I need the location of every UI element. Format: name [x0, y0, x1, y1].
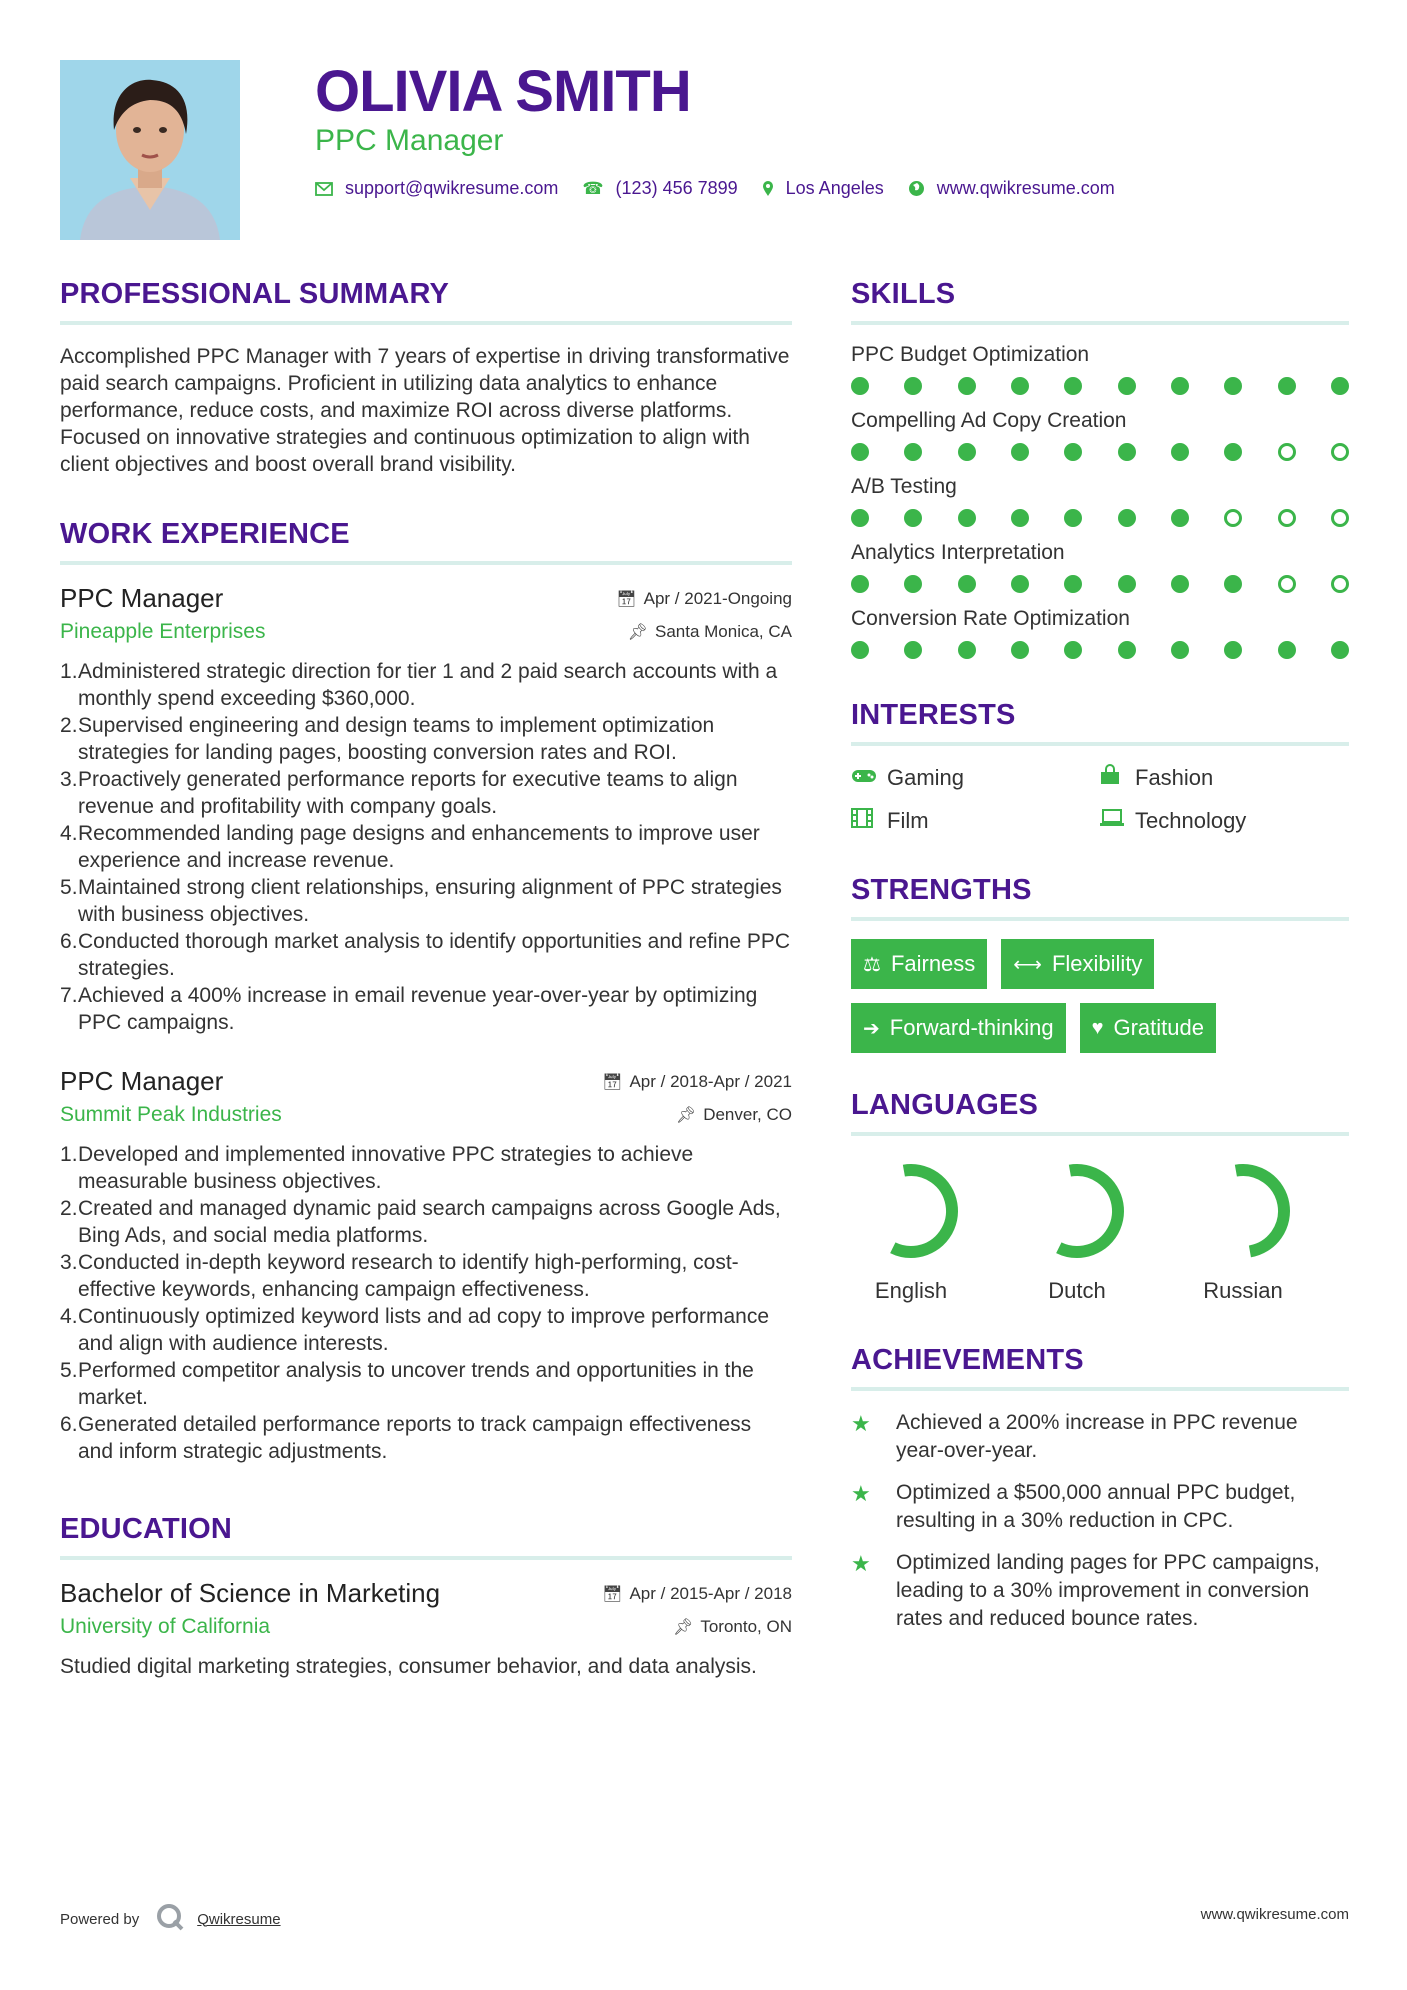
experience-heading: WORK EXPERIENCE: [60, 518, 792, 565]
skill-item: [851, 541, 1349, 593]
footer-powered-by: [60, 1902, 281, 1936]
calendar-icon: 📅︎: [602, 1585, 623, 1603]
interest-item: [1099, 764, 1347, 792]
skill-dot-filled: [904, 509, 922, 527]
skill-dot-filled: [1011, 641, 1029, 659]
right-column: [851, 278, 1349, 1647]
skill-dot-filled: [1011, 443, 1029, 461]
skill-dot-filled: [1171, 575, 1189, 593]
education-description: Studied digital marketing strategies, consumer behavior, and data analysis.: [60, 1655, 757, 1678]
job-title: PPC Manager: [60, 1066, 224, 1096]
skill-dot-filled: [1118, 443, 1136, 461]
shopping-bag-icon: [1099, 764, 1135, 792]
interests-list: [851, 764, 1349, 834]
skill-dot-filled: [1064, 509, 1082, 527]
skill-dot-filled: [1011, 575, 1029, 593]
skill-dot-filled: [958, 509, 976, 527]
skill-rating: [851, 509, 1349, 527]
skill-dot-empty: [1331, 575, 1349, 593]
list-item: Created and managed dynamic paid search campaigns across Google Ads, Bing Ads, and social media platforms.: [78, 1197, 781, 1247]
footer-website[interactable]: www.qwikresume.com: [1200, 1906, 1349, 1923]
list-item: Administered strategic direction for tier 1 and 2 paid search accounts with a monthly spend exceeding $360,000.: [78, 660, 778, 710]
skills-list: [851, 343, 1349, 659]
job-duties: [60, 1141, 792, 1465]
skill-dot-filled: [1224, 377, 1242, 395]
contact-phone[interactable]: (123) 456 7899: [615, 178, 738, 198]
list-item: Generated detailed performance reports to track campaign effectiveness and inform strategic adjustments.: [78, 1413, 752, 1463]
contact-website[interactable]: www.qwikresume.com: [936, 178, 1115, 198]
job-dates: Apr / 2018-Apr / 2021: [629, 1071, 792, 1091]
skill-dot-filled: [1224, 641, 1242, 659]
skill-item: [851, 343, 1349, 395]
star-badge-icon: ★: [851, 1481, 871, 1506]
achievement-text: Optimized landing pages for PPC campaigns, leading to a 30% improvement in conversion rates and reduced bounce rates.: [896, 1551, 1320, 1630]
skill-dot-filled: [1331, 641, 1349, 659]
skill-dot-filled: [1118, 641, 1136, 659]
pushpin-icon: 📌︎: [627, 624, 648, 641]
strength-label: Gratitude: [1113, 1015, 1204, 1040]
strength-chip: [1080, 1003, 1216, 1053]
skill-item: [851, 607, 1349, 659]
education-location: Toronto, ON: [700, 1617, 792, 1636]
job-location: Santa Monica, CA: [654, 622, 792, 641]
skill-dot-filled: [1118, 509, 1136, 527]
list-item: Performed competitor analysis to uncover trends and opportunities in the market.: [78, 1359, 754, 1409]
star-badge-icon: ★: [851, 1411, 871, 1436]
interest-item: [1099, 808, 1347, 834]
contact-location: Los Angeles: [785, 178, 884, 198]
skill-dot-filled: [958, 575, 976, 593]
calendar-icon: 📅︎: [616, 590, 637, 608]
candidate-name: OLIVIA SMITH: [315, 59, 691, 124]
skill-dot-filled: [958, 443, 976, 461]
skill-name: Compelling Ad Copy Creation: [851, 409, 1127, 432]
skill-dot-filled: [958, 377, 976, 395]
job-title: PPC Manager: [60, 583, 224, 613]
strengths-list: [851, 939, 1349, 1053]
interest-label: Fashion: [1135, 765, 1214, 790]
job-entry: [60, 1066, 792, 1465]
skill-name: Analytics Interpretation: [851, 541, 1065, 564]
language-ring: [1190, 1158, 1296, 1264]
skill-dot-filled: [851, 443, 869, 461]
skill-dot-filled: [1118, 377, 1136, 395]
list-item: Conducted thorough market analysis to identify opportunities and refine PPC strategies.: [78, 930, 791, 980]
list-item: Maintained strong client relationships, ensuring alignment of PPC strategies with business objectives.: [78, 876, 782, 926]
achievement-item: [851, 1549, 1349, 1633]
list-item: Supervised engineering and design teams to implement optimization strategies for landing pages, boosting conversion rates and ROI.: [78, 714, 715, 764]
list-item: Recommended landing page designs and enhancements to improve user experience and increase revenue.: [78, 822, 760, 872]
map-pin-icon: [762, 180, 774, 197]
qwikresume-link[interactable]: Qwikresume: [197, 1910, 281, 1928]
skill-item: [851, 475, 1349, 527]
skill-dot-empty: [1331, 443, 1349, 461]
strength-chip: [1001, 939, 1154, 989]
job-location: Denver, CO: [703, 1105, 792, 1124]
contact-bar: [315, 178, 1139, 199]
skill-dot-empty: [1278, 575, 1296, 593]
strengths-heading: STRENGTHS: [851, 874, 1349, 921]
education-entry: [60, 1578, 792, 1680]
strength-chip: [851, 1003, 1066, 1053]
language-ring: [1024, 1158, 1130, 1264]
strength-chip: [851, 939, 987, 989]
phone-icon: ☎: [582, 178, 604, 198]
skill-dot-filled: [1278, 641, 1296, 659]
interests-heading: INTERESTS: [851, 699, 1349, 746]
languages-list: [851, 1154, 1349, 1304]
language-ring: [858, 1158, 964, 1264]
achievement-text: Optimized a $500,000 annual PPC budget, resulting in a 30% reduction in CPC.: [896, 1481, 1296, 1532]
list-item: Achieved a 400% increase in email revenue year-over-year by optimizing PPC campaigns.: [78, 984, 758, 1034]
left-column: [60, 278, 792, 1710]
profile-photo: [60, 60, 240, 240]
interest-label: Technology: [1135, 808, 1247, 833]
achievements-heading: ACHIEVEMENTS: [851, 1344, 1349, 1391]
job-company: Pineapple Enterprises: [60, 620, 266, 643]
skill-dot-filled: [1064, 641, 1082, 659]
language-name: English: [874, 1278, 948, 1303]
language-name: Russian: [1203, 1278, 1283, 1303]
gamepad-icon: [851, 767, 887, 790]
achievement-item: [851, 1479, 1349, 1535]
qwikresume-logo-icon: [155, 1902, 185, 1936]
skill-dot-filled: [904, 443, 922, 461]
balance-scale-icon: ⚖︎: [863, 953, 881, 976]
skill-dot-filled: [1171, 509, 1189, 527]
language-name: Dutch: [1048, 1278, 1106, 1303]
degree-title: Bachelor of Science in Marketing: [60, 1578, 441, 1608]
achievement-text: Achieved a 200% increase in PPC revenue year-over-year.: [896, 1411, 1298, 1462]
pushpin-icon: 📌︎: [675, 1107, 697, 1124]
contact-email[interactable]: support@qwikresume.com: [345, 178, 559, 198]
achievement-item: [851, 1409, 1349, 1465]
skill-dot-filled: [1278, 377, 1296, 395]
skill-dot-empty: [1331, 509, 1349, 527]
job-duties: [60, 658, 792, 1036]
languages-heading: LANGUAGES: [851, 1089, 1349, 1136]
profile-photo-illustration: [60, 60, 240, 240]
skill-dot-filled: [1011, 377, 1029, 395]
skills-heading: SKILLS: [851, 278, 1349, 325]
interest-item: [851, 808, 1099, 834]
calendar-icon: 📅︎: [602, 1073, 623, 1091]
powered-by-label: Powered by: [60, 1910, 140, 1928]
globe-icon: [908, 180, 925, 197]
skill-rating: [851, 443, 1349, 461]
skill-dot-filled: [1224, 443, 1242, 461]
skill-rating: [851, 641, 1349, 659]
pushpin-icon: 📌︎: [673, 1619, 694, 1636]
heart-icon: ♥: [1091, 1016, 1104, 1039]
language-item: [1183, 1154, 1349, 1304]
skill-dot-filled: [904, 575, 922, 593]
language-item: [851, 1154, 1017, 1304]
skill-item: [851, 409, 1349, 461]
education-heading: EDUCATION: [60, 1513, 792, 1560]
skill-dot-filled: [1064, 575, 1082, 593]
skill-dot-filled: [1064, 377, 1082, 395]
skill-dot-filled: [851, 377, 869, 395]
skill-dot-filled: [1171, 377, 1189, 395]
skill-rating: [851, 377, 1349, 395]
list-item: Continuously optimized keyword lists and ad copy to improve performance and align with audience interests.: [78, 1305, 770, 1355]
summary-heading: PROFESSIONAL SUMMARY: [60, 278, 792, 325]
skill-dot-filled: [904, 641, 922, 659]
list-item: Developed and implemented innovative PPC strategies to achieve measurable business objectives.: [78, 1143, 694, 1193]
skill-dot-filled: [1224, 575, 1242, 593]
skill-dot-filled: [958, 641, 976, 659]
interest-item: [851, 764, 1099, 792]
skill-dot-filled: [1171, 641, 1189, 659]
star-badge-icon: ★: [851, 1551, 871, 1576]
skill-dot-filled: [904, 377, 922, 395]
list-item: Conducted in-depth keyword research to identify high-performing, cost-effective keywords, enhancing campaign effectiveness.: [78, 1251, 739, 1301]
skill-dot-filled: [851, 575, 869, 593]
job-dates: Apr / 2021-Ongoing: [643, 588, 792, 608]
skill-dot-empty: [1278, 443, 1296, 461]
interest-label: Film: [887, 808, 929, 833]
skill-dot-filled: [1064, 443, 1082, 461]
skill-dot-filled: [851, 509, 869, 527]
skill-dot-filled: [1331, 377, 1349, 395]
laptop-icon: [1099, 809, 1135, 833]
candidate-title: PPC Manager: [315, 124, 504, 157]
skill-dot-filled: [1011, 509, 1029, 527]
strength-label: Fairness: [890, 951, 976, 976]
school-name: University of California: [60, 1615, 271, 1638]
education-dates: Apr / 2015-Apr / 2018: [629, 1583, 792, 1603]
film-icon: [851, 808, 887, 834]
strength-label: Forward-thinking: [889, 1015, 1054, 1040]
job-company: Summit Peak Industries: [60, 1103, 282, 1126]
skill-dot-filled: [851, 641, 869, 659]
skill-name: PPC Budget Optimization: [851, 343, 1090, 366]
job-entry: [60, 583, 792, 1036]
interest-label: Gaming: [887, 765, 965, 790]
summary-text: Accomplished PPC Manager with 7 years of expertise in driving transformative paid search campaigns. Proficient in utilizing data analytics to enhance performance, reduce costs, and maximize ROI across diverse platforms. Focused on innovative strategies and continuous optimization to align with client objectives and boost overall brand visibility.: [60, 345, 790, 476]
skill-dot-filled: [1171, 443, 1189, 461]
strength-label: Flexibility: [1051, 951, 1143, 976]
skill-dot-empty: [1278, 509, 1296, 527]
skill-rating: [851, 575, 1349, 593]
arrow-right-icon: ➔: [863, 1017, 880, 1040]
envelope-icon: [315, 182, 333, 196]
skill-name: Conversion Rate Optimization: [851, 607, 1130, 630]
language-item: [1017, 1154, 1183, 1304]
skill-name: A/B Testing: [851, 475, 957, 498]
skill-dot-filled: [1118, 575, 1136, 593]
skill-dot-empty: [1224, 509, 1242, 527]
list-item: Proactively generated performance reports for executive teams to align revenue and profitability with company goals.: [78, 768, 738, 818]
arrows-horizontal-icon: ⟷: [1013, 953, 1042, 976]
